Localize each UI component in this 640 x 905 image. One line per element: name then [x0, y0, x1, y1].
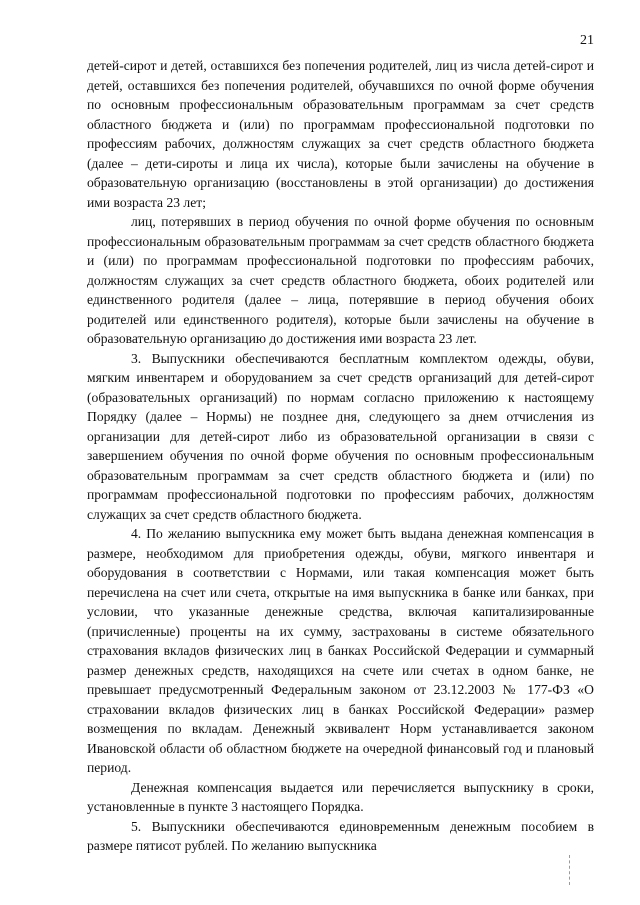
paragraph-continuation: детей-сирот и детей, оставшихся без попечения родителей, лиц из числа детей-сирот и детей, оставшихся без попечения родителей, обучавшихся по очной форме обучения по основным профессиональным образовательным программам за счет средств областного бюджета и (или) по программам профессиональной подготовки по профессиям рабочих, должностям служащих за счет средств областного бюджета (далее – дети-сироты и лица их числа), которые были зачислены на обучение в образовательную организацию (восстановлены в этой организации) до достижения ими возраста 23 лет; [87, 58, 594, 210]
paragraph-item-4: 4. По желанию выпускника ему может быть выдана денежная компенсация в размере, необходимом для приобретения одежды, обуви, мягкого инвентаря и оборудования в соответствии с Нормами, или такая компенсация может быть перечислена на счет или счета, открытые на имя выпускника в банке или банках, при условии, что указанные денежные средства, включая капитализированные (причисленные) проценты на их сумму, застрахованы в системе обязательного страхования вкладов физических лиц в банках Российской Федерации и суммарный размер денежных средств, находящихся на счете или счетах в одном банке, не превышает предусмотренный Федеральным законом от 23.12.2003 № 177-ФЗ «О страховании вкладов физических лиц в банках Российской Федерации» размер возмещения по вкладам. Денежный эквивалент Норм устанавливается законом Ивановской области об областном бюджете на очередной финансовый год и плановый период. [87, 526, 594, 775]
scan-margin-mark [569, 855, 571, 885]
paragraph-lost-parents: лиц, потерявших в период обучения по очной форме обучения по основным профессиональным образовательным программам за счет средств областного бюджета и (или) по программам профессиональной подготовки по профессиям рабочих, должностям служащих за счет средств областного бюджета, обоих родителей или единственного родителя (далее – лица, потерявшие в период обучения обоих родителей или единственного родителя), которые были зачислены на обучение в образовательную организацию до достижения ими возраста 23 лет. [87, 214, 594, 346]
document-body [87, 56, 594, 856]
paragraph-item-5: 5. Выпускники обеспечиваются единовременным денежным пособием в размере пятисот рублей. По желанию выпускника [87, 818, 594, 853]
paragraph-compensation: Денежная компенсация выдается или перечисляется выпускнику в сроки, установленные в пункте 3 настоящего Порядка. [87, 779, 594, 814]
paragraph-item-3: 3. Выпускники обеспечиваются бесплатным комплектом одежды, обуви, мягким инвентарем и оборудованием за счет средств организаций для детей-сирот (образовательных организаций) по нормам согласно приложению к настоящему Порядку (далее – Нормы) не позднее дня, следующего за днем отчисления из организации для детей-сирот либо из образовательной организации в связи с завершением обучения по очной форме обучения по основным профессиональным образовательным программам за счет средств областного бюджета и (или) по программам профессиональной подготовки по профессиям рабочих, должностям служащих за счет средств областного бюджета. [87, 350, 594, 522]
page-number: 21 [580, 33, 594, 48]
